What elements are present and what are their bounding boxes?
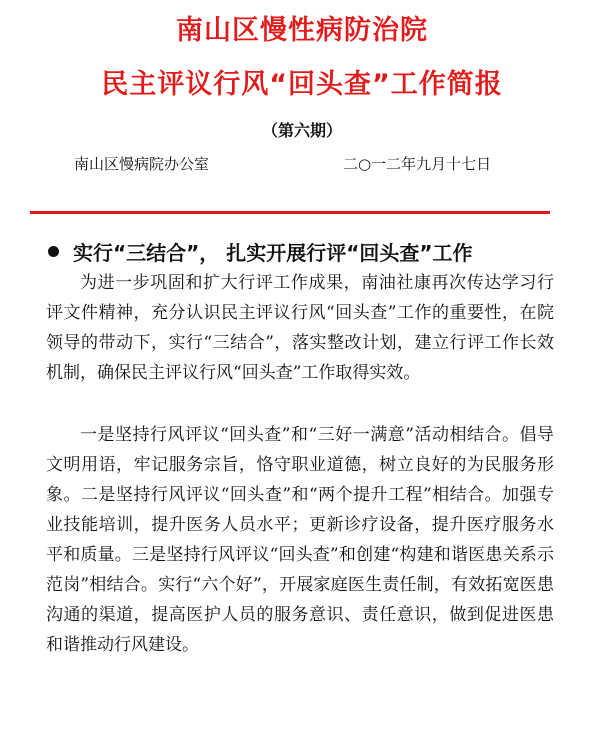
section-heading <box>48 237 473 266</box>
red-divider <box>30 211 550 214</box>
issue-number: （第六期） <box>261 121 342 140</box>
org-title: 南山区慢性病防治院 <box>176 15 428 46</box>
bullet-icon <box>48 246 59 257</box>
issue-date: 二○一二年九月十七日 <box>343 155 492 173</box>
section-heading-text: 实行“三结合”， 扎实开展行评“回头查”工作 <box>73 241 473 265</box>
paragraph-measures: 一是坚持行风评议“回头查”和“三好一满意”活动相结合。倡导文明用语，牢记服务宗旨，恪守职业道德，树立良好的为民服务形象。二是坚持行风评议“回头查”和“两个提升工程”相结合。加强专业技能培训，提升医务人员水平；更新诊疗设备，提升医疗服务水平和质量。三是坚持行风评议“回头查”和创建“构建和谐医患关系示范岗”相结合。实行“六个好”，开展家庭医生责任制，有效拓宽医患沟通的渠道，提高医护人员的服务意识、责任意识，做到促进医患和谐推动行风建设。 <box>46 425 554 655</box>
bulletin-title: 民主评议行风“回头查”工作简报 <box>101 69 503 100</box>
issuing-office: 南山区慢病院办公室 <box>74 155 210 173</box>
paragraph-intro: 为进一步巩固和扩大行评工作成果，南油社康再次传达学习行评文件精神，充分认识民主评议行风“回头查”工作的重要性，在院领导的带动下，实行“三结合”，落实整改计划，建立行评工作长效机制，确保民主评议行风“回头查”工作取得实效。 <box>46 273 554 383</box>
